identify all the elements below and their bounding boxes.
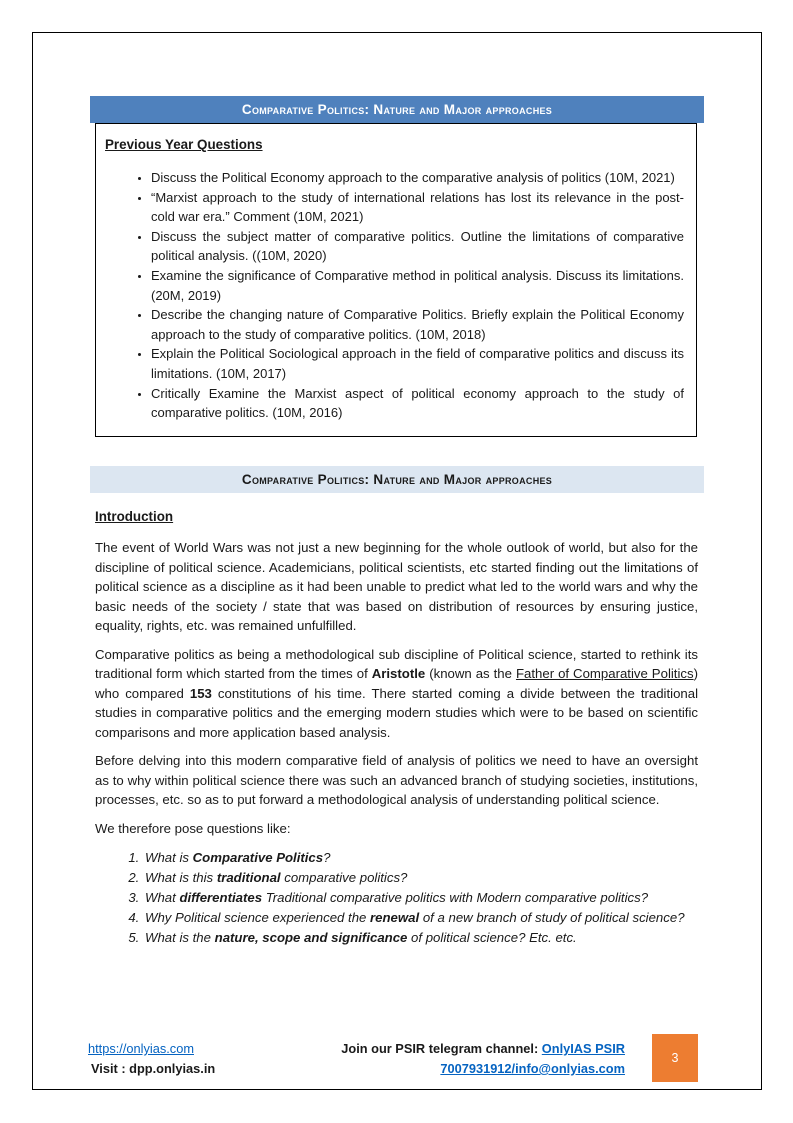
pyq-question-list	[105, 168, 686, 423]
pyq-question: • Critically Examine the Marxist aspect of political economy approach to the study of comparative politics. (10M, 2016)	[151, 384, 686, 423]
posed-question: 5. What is the nature, scope and significance of political science? Etc. etc.	[143, 928, 698, 948]
footer-left-block	[88, 1039, 215, 1079]
pyq-question: • Discuss the subject matter of comparative politics. Outline the limitations of comparative political analysis. ((10M, 2020)	[151, 227, 686, 266]
chapter-section-banner	[90, 466, 704, 493]
pyq-question: • Examine the significance of Comparative method in political analysis. Discuss its limitations. (20M, 2019)	[151, 266, 686, 305]
top-banner-title: Comparative Politics: Nature and Major approaches	[241, 102, 553, 117]
chapter-banner-title: Comparative Politics: Nature and Major approaches	[241, 472, 553, 487]
pyq-question: • “Marxist approach to the study of international relations has lost its relevance in the post-cold war era.” Comment (10M, 2021)	[151, 188, 686, 227]
footer-right-block	[341, 1039, 625, 1079]
pyq-question: • Describe the changing nature of Comparative Politics. Briefly explain the Political Economy approach to the study of comparative politics. (10M, 2018)	[151, 305, 686, 344]
onlyias-site-link[interactable]: https://onlyias.com	[88, 1041, 194, 1056]
introduction-section	[95, 509, 698, 948]
intro-paragraph-3: Before delving into this modern comparative field of analysis of politics we need to have an oversight as to why within political science there was such an advanced branch of studying societies, institutions, processes, etc. so as to put forward a methodological analysis of understanding political science.	[95, 753, 698, 807]
contact-link[interactable]: 7007931912/info@onlyias.com	[440, 1061, 625, 1076]
pyq-heading: Previous Year Questions	[105, 137, 263, 152]
posed-question: 2. What is this traditional comparative politics?	[143, 868, 698, 888]
questions-lead-in: We therefore pose questions like:	[95, 820, 291, 836]
telegram-channel-label: Join our PSIR telegram channel:	[341, 1041, 542, 1056]
posed-question: 1. What is Comparative Politics?	[143, 848, 698, 868]
intro-paragraph-1: The event of World Wars was not just a new beginning for the whole outlook of world, but also for the discipline of political science. Academicians, political scientists, etc started finding out the limitations of political science as a discipline as it had been unable to predict what led to the world wars and why the basic needs of the society / state that was based on distribution of resources by ensuring justice, equality, rights, etc. was remained unfulfilled.	[95, 540, 698, 633]
posed-questions-list	[95, 848, 698, 948]
page-number-badge: 3	[652, 1034, 698, 1082]
visit-text: Visit : dpp.onlyias.in	[91, 1061, 216, 1076]
intro-paragraph-2: Comparative politics as being a methodological sub discipline of Political science, started to rethink its traditional form which started from the times of Aristotle (known as the Father of Comparative Politics) who compared 153 constitutions of his time. There started coming a divide between the traditional studies in comparative politics and the emerging modern studies which were to be based on scientific comparisons and more application based analysis.	[95, 646, 699, 740]
telegram-channel-link[interactable]: OnlyIAS PSIR	[541, 1041, 625, 1056]
top-section-banner	[90, 96, 704, 123]
introduction-heading: Introduction	[95, 509, 174, 524]
pyq-question: • Explain the Political Sociological approach in the field of comparative politics and discuss its limitations. (10M, 2017)	[151, 344, 686, 383]
previous-year-questions-box	[95, 123, 697, 437]
pyq-question: • Discuss the Political Economy approach to the comparative analysis of politics (10M, 2021)	[151, 168, 686, 188]
posed-question: 3. What differentiates Traditional comparative politics with Modern comparative politics?	[143, 888, 698, 908]
posed-question: 4. Why Political science experienced the renewal of a new branch of study of political science?	[143, 908, 698, 928]
